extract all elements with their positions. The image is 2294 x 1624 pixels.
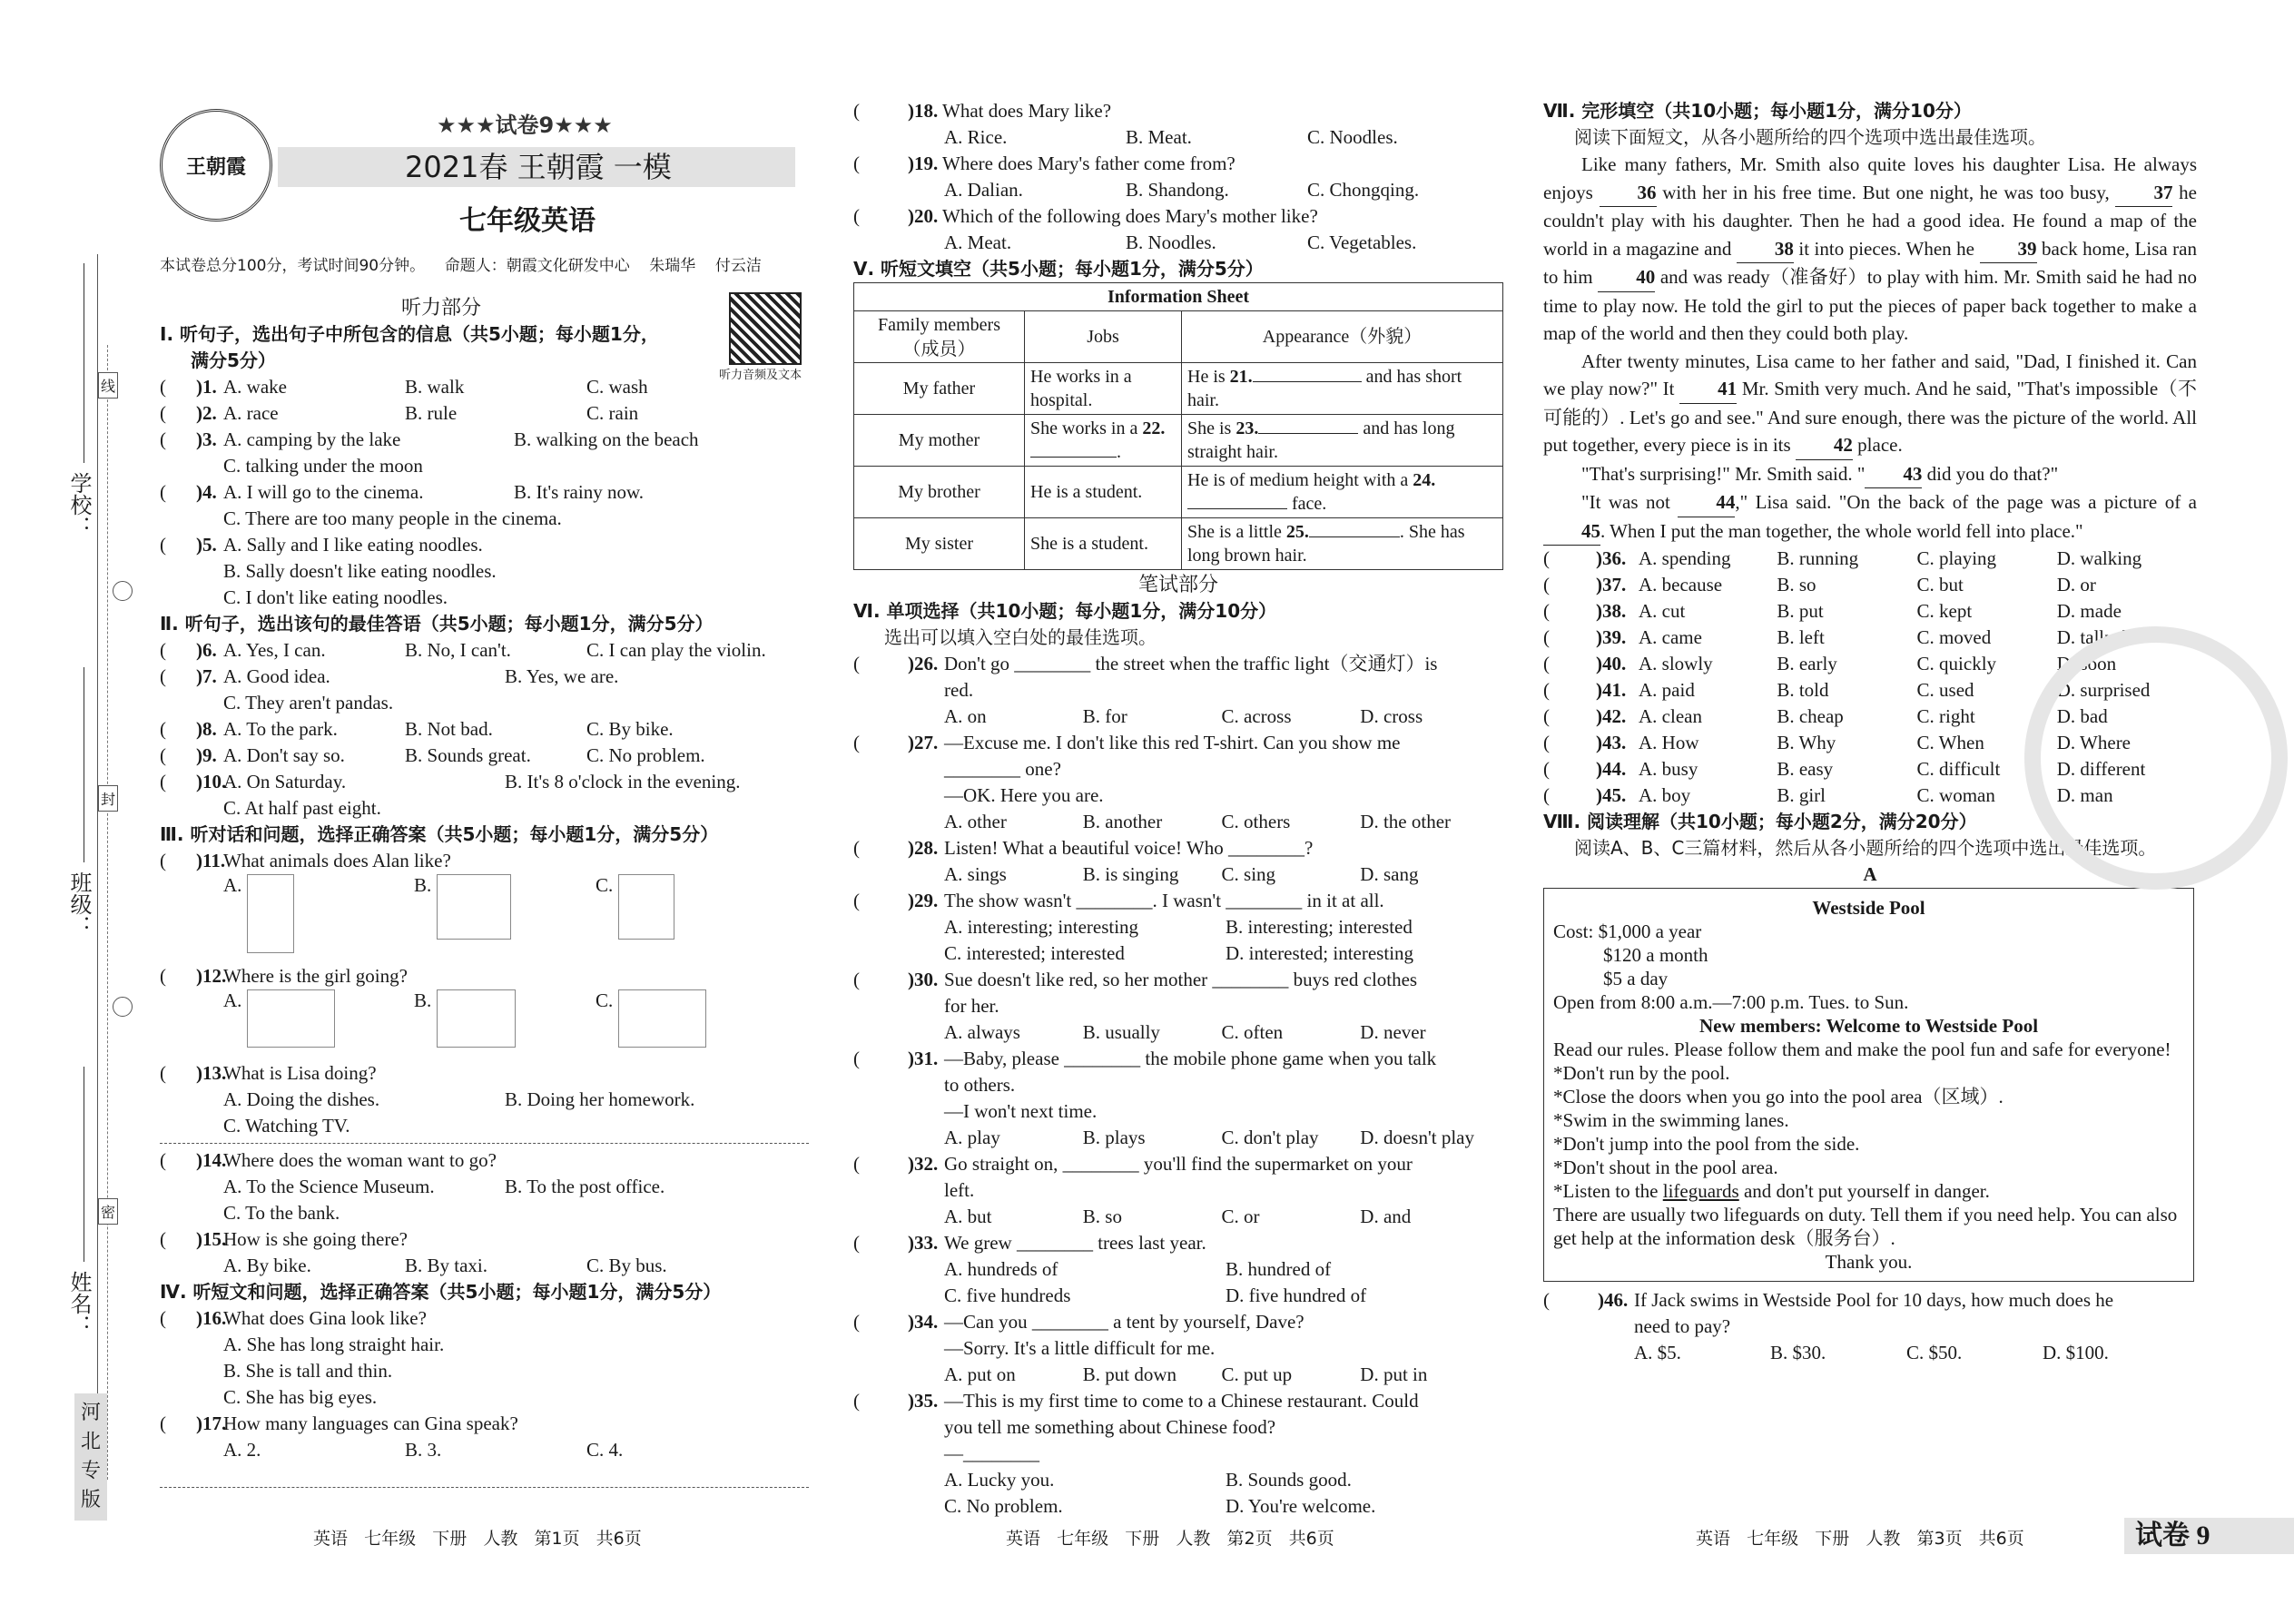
- cloze-blank[interactable]: 44: [1678, 488, 1735, 517]
- q4[interactable]: ( )4. A. I will go to the cinema. B. It's rainy now.: [160, 481, 644, 503]
- exam-badge: ★★★试卷9★★★: [437, 113, 613, 138]
- q14[interactable]: ( )14. Where does the woman want to go?: [160, 1149, 497, 1171]
- q40[interactable]: ( )40. A. slowly B. early C. quickly D. soon: [1543, 653, 2117, 674]
- q10[interactable]: ( )10. A. On Saturday. B. It's 8 o'clock in the evening.: [160, 771, 741, 792]
- cloze-passage: Like many fathers, Mr. Smith also quite loves his daughter Lisa. He always enjoys 36 with her in his free time. But one night, he was too busy, 37 he couldn't play with his daughter. Then he had a good idea. He found a map of the world in a magazine and 38 it into pieces. When he 39 back home, Lisa ran to him 40 and was ready（准备好）to play with him. Mr. Smith said he had no time to play now. He told the girl to put the pieces of paper back together to make a map of the world and then they could both play. After twenty minutes, Lisa came to her father and said, "Dad, I finished it. Can we play now?" It 41 Mr. Smith very much. And he said, "That's impossible（不可能的）. Let's go and see." And sure enough, there was the picture of the world. All put together, every piece is in its 42 place. "That's surprising!" Mr. Smith said. " 43 did you do that?" "It was not 44," Lisa said. "On the back of the page was a picture of a 45. When I put the man together, the whole world fell into place.": [1543, 151, 2197, 546]
- table-row: My mother She works in a 22.. She is 23. and has long straight hair.: [854, 415, 1503, 467]
- q45[interactable]: ( )45. A. boy B. girl C. woman D. man: [1543, 784, 2113, 806]
- q9[interactable]: ( )9. A. Don't say so. B. Sounds great. C. No problem.: [160, 744, 705, 766]
- section-7-intro: 阅读下面短文，从各小题所给的四个选项中选出最佳选项。: [1574, 126, 2046, 148]
- giraffe-icon[interactable]: [247, 874, 294, 953]
- q34[interactable]: ( )34. —Can you ________ a tent by yourself, Dave?: [853, 1311, 1305, 1333]
- column-2: ( )18. What does Mary like? A. Rice. B. Meat. C. Noodles. ( )19. Where does Mary's father come from? A. Dalian. B. Shandong. C. Chongqing. ( )20. Which of the following does Mary's mother like? A. Meat. B. Noodles. C. Vegetables. Ⅴ. 听短文填空（共5小题；每小题1分，满分5分） Information Sheet Family members （成员） Jobs Appearance（外貌） My father He works in a hospital. He is 21. and has short hair. My mother She works in a 22.. She is 23. and has long straight hair. My brother He is a student. He is of medium height with a 24. face. My sister She is a student. She is a little 25. . She has long brown hair. 笔试部分 Ⅵ. 单项选择（共10小题；每小题1分，满分10分） 选出可以填入空白处的最佳选项。 ( )26. Don't go ________ the street when the traffic light（交通灯）is red. A. on B. for C. across D. cross ( )27. —Excuse me. I don't like this red T-shirt. Can you show me ________ one? —OK. Here you are. A. other B. another C. others D. the other ( )28. Listen! What a beautiful voice! Who ________? A. sings B. is singing C. sing D. sang ( )29. The show wasn't ________. I wasn't ________ in it at all. A. interesting; interesting B. interesting; interested C. interested; interested D. interested; interesting ( )30. Sue doesn't like red, so her mother ________ buys red clothes for her. A. always B. usually C. often D. never ( )31. —Baby, please ________ the mobile phone game when you talk to others. —I won't next time. A. play B. plays C. don't play D. doesn't play ( )32. Go straight on, ________ you'll find the supermarket on your left. A. but B. so C. or D. and ( )33. We grew ________ trees last year. A. hundreds of B. hundred of C. five hundreds D. five hundred of ( )34. —Can you ________ a tent by yourself, Dave? —Sorry. It's a little difficult for me. A. put on B. put down C. put up D. put in ( )35. —This is my first time to come to a Chinese restaurant. Could you tell me something about Chinese food? —________ A. Lucky you. B. Sounds good. C. No problem. D. You're welcome.: [853, 98, 1503, 1520]
- column-3: Ⅶ. 完形填空（共10小题；每小题1分，满分10分） 阅读下面短文，从各小题所给的四个选项中选出最佳选项。 Like many fathers, Mr. Smith also quite loves his daughter Lisa. He always enjoys 36 with her in his free time. But one night, he was too busy, 37 he couldn't play with his daughter. Then he had a good idea. He found a map of the world in a magazine and 38 it into pieces. When he 39 back home, Lisa ran to him 40 and was ready（准备好）to play with him. Mr. Smith said he had no time to play now. He told the girl to put the pieces of paper back together to make a map of the world and then they could both play. After twenty minutes, Lisa came to her father and said, "Dad, I finished it. Can we play now?" It 41 Mr. Smith very much. And he said, "That's impossible（不可能的）. Let's go and see." And sure enough, there was the picture of the world. All put together, every piece is in its 42 place. "That's surprising!" Mr. Smith said. " 43 did you do that?" "It was not 44," Lisa said. "On the back of the page was a picture of a 45. When I put the man together, the whole world fell into place." ( )36. A. spending B. running C. playing D. walking ( )37. A. because B. so C. but D. or ( )38. A. cut B. put C. kept D. made ( )39. A. came B. left C. moved D. talked ( )40. A. slowly B. early C. quickly D. soon ( )41. A. paid B. told C. used D. surprised ( )42. A. clean B. cheap C. right D. bad ( )43. A. How B. Why C. When D. Where ( )44. A. busy B. easy C. difficult D. different ( )45. A. boy B. girl C. woman D. man Ⅷ. 阅读理解（共10小题；每小题2分，满分20分） 阅读A、B、C三篇材料，然后从各小题所给的四个选项中选出最佳选项。 A Westside Pool Cost: $1,000 a year $120 a month $5 a day Open from 8:00 a.m.—7:00 p.m. Tues. to Sun. New members: Welcome to Westside Pool Read our rules. Please follow them and make the pool fun and safe for everyone! *Don't run by the pool. *Close the doors when you go into the pool area（区域）. *Swim in the swimming lanes. *Don't jump into the pool from the side. *Don't shout in the pool area. *Listen to the lifeguards and don't put yourself in danger. There are usually two lifeguards on duty. Tell them if you need help. You can also get help at the information desk（服务台）. Thank you. ( )46. If Jack swims in Westside Pool for 10 days, how much does he need to pay? A. $5. B. $30. C. $50. D. $100.: [1543, 100, 2197, 1363]
- exam-info: 本试卷总分100分，考试时间90分钟。 命题人：朝霞文化研发中心 朱瑞华 付云洁: [160, 257, 762, 275]
- seal-mark: 封: [98, 785, 118, 812]
- q5[interactable]: ( )5. A. Sally and I like eating noodles.: [160, 534, 483, 556]
- cloze-blank[interactable]: 43: [1865, 460, 1922, 489]
- section-1-title-2: 满分5分）: [191, 349, 276, 371]
- lion-icon[interactable]: [437, 874, 511, 940]
- subject-title: 七年级英语: [459, 205, 596, 237]
- q20[interactable]: ( )20. Which of the following does Mary's mother like?: [853, 205, 1318, 227]
- section-7-title: Ⅶ. 完形填空（共10小题；每小题1分，满分10分）: [1543, 100, 1972, 122]
- class-label: 班级：: [66, 871, 92, 937]
- q27[interactable]: ( )27. —Excuse me. I don't like this red T-shirt. Can you show me: [853, 732, 1401, 753]
- panda-icon[interactable]: [618, 874, 674, 940]
- flower-icon: [113, 581, 133, 601]
- exam-title: 2021春 王朝霞 一模: [405, 150, 672, 184]
- name-label: 姓名：: [66, 1271, 92, 1336]
- section-6-intro: 选出可以填入空白处的最佳选项。: [884, 626, 1157, 648]
- section-2-title: Ⅱ. 听句子，选出该句的最佳答语（共5小题；每小题1分，满分5分）: [160, 613, 714, 635]
- shop-building-icon[interactable]: [247, 989, 335, 1048]
- q2[interactable]: ( )2. A. race B. rule C. rain: [160, 402, 639, 424]
- flower-icon: [113, 997, 133, 1017]
- q3[interactable]: ( )3. A. camping by the lake B. walking on the beach: [160, 428, 699, 450]
- section-4-title: Ⅳ. 听短文和问题，选择正确答案（共5小题；每小题1分，满分5分）: [160, 1281, 722, 1303]
- secret-mark: 密: [98, 1198, 118, 1225]
- q12[interactable]: ( )12. Where is the girl going?: [160, 965, 408, 987]
- cloze-blank[interactable]: 42: [1796, 431, 1853, 460]
- section-5-title: Ⅴ. 听短文填空（共5小题；每小题1分，满分5分）: [853, 258, 1264, 280]
- table-row: My sister She is a student. She is a little 25. . She has long brown hair.: [854, 518, 1503, 570]
- blank-24[interactable]: [1187, 508, 1287, 509]
- q43[interactable]: ( )43. A. How B. Why C. When D. Where: [1543, 732, 2132, 753]
- cloze-blank[interactable]: 37: [2115, 179, 2172, 208]
- section-6-title: Ⅵ. 单项选择（共10小题；每小题1分，满分10分）: [853, 600, 1277, 622]
- section-3-title: Ⅲ. 听对话和问题，选择正确答案（共5小题；每小题1分，满分5分）: [160, 823, 719, 845]
- q7[interactable]: ( )7. A. Good idea. B. Yes, we are.: [160, 665, 619, 687]
- table-caption: Information Sheet: [854, 283, 1503, 311]
- passage-a-label: A: [1863, 863, 1877, 885]
- q28[interactable]: ( )28. Listen! What a beautiful voice! Who ________?: [853, 837, 1314, 859]
- written-title: 笔试部分: [1137, 574, 1218, 596]
- footer-exam-tag: 试卷 9: [2135, 1521, 2210, 1550]
- q6[interactable]: ( )6. A. Yes, I can. B. No, I can't. C. I can play the violin.: [160, 639, 766, 661]
- q18[interactable]: ( )18. What does Mary like?: [853, 100, 1112, 122]
- cloze-blank[interactable]: 36: [1600, 179, 1657, 208]
- blank-23[interactable]: [1258, 433, 1358, 434]
- logo-text: 王朝霞: [185, 155, 246, 179]
- binding-margin: [0, 0, 136, 1624]
- single-choice-list: ( )26. Don't go ________ the street when the traffic light（交通灯）is red. A. on B. for C. across D. cross ( )27. —Excuse me. I don't like this red T-shirt. Can you show me ________ one? —OK. Here you are. A. other B. another C. others D. the other ( )28. Listen! What a beautiful voice! Who ________? A. sings B. is singing C. sing D. sang ( )29. The show wasn't ________. I wasn't ________ in it at all. A. interesting; interesting B. interesting; interested C. interested; interested D. interested; interesting ( )30. Sue doesn't like red, so her mother ________ buys red clothes for her. A. always B. usually C. often D. never ( )31. —Baby, please ________ the mobile phone game when you talk to others. —I won't next time. A. play B. plays C. don't play D. doesn't play ( )32. Go straight on, ________ you'll find the supermarket on your left. A. but B. so C. or D. and ( )33. We grew ________ trees last year. A. hundreds of B. hundred of C. five hundreds D. five hundred of ( )34. —Can you ________ a tent by yourself, Dave? —Sorry. It's a little difficult for me. A. put on B. put down C. put up D. put in ( )35. —This is my first time to come to a Chinese restaurant. Could you tell me something about Chinese food? —________ A. Lucky you. B. Sounds good. C. No problem. D. You're welcome.: [853, 651, 1503, 1520]
- q13[interactable]: ( )13. What is Lisa doing?: [160, 1062, 377, 1084]
- q46[interactable]: ( )46. If Jack swims in Westside Pool for 10 days, how much does he: [1543, 1289, 2114, 1311]
- qr-caption: 听力音频及文本: [719, 369, 802, 382]
- q33[interactable]: ( )33. We grew ________ trees last year.: [853, 1232, 1206, 1254]
- footer-page-2: 英语 七年级 下册 人教 第2页 共6页: [1006, 1529, 1334, 1549]
- footer-page-3: 英语 七年级 下册 人教 第3页 共6页: [1696, 1529, 2024, 1549]
- information-sheet: Information Sheet Family members （成员） Jobs Appearance（外貌） My father He works in a hospital. He is 21. and has short hair. My mother She works in a 22.. She is 23. and has long straight hair. My brother He is a student. He is of medium height with a 24. face. My sister She is a student. She is a little 25. . She has long brown hair.: [853, 282, 1503, 570]
- q31[interactable]: ( )31. —Baby, please ________ the mobile phone game when you talk: [853, 1048, 1437, 1069]
- footer-page-1: 英语 七年级 下册 人教 第1页 共6页: [313, 1529, 642, 1549]
- q16[interactable]: ( )16. What does Gina look like?: [160, 1307, 427, 1329]
- cloze-blank[interactable]: 45: [1543, 517, 1600, 546]
- cloze-blank[interactable]: 38: [1737, 235, 1794, 264]
- table-row: My brother He is a student. He is of medium height with a 24. face.: [854, 467, 1503, 518]
- q8[interactable]: ( )8. A. To the park. B. Not bad. C. By bike.: [160, 718, 674, 740]
- q29[interactable]: ( )29. The show wasn't ________. I wasn't ________ in it at all.: [853, 890, 1384, 911]
- table-row: My father He works in a hospital. He is 21. and has short hair.: [854, 363, 1503, 415]
- apartment-building-icon[interactable]: [437, 989, 516, 1048]
- pool-notice: Westside Pool Cost: $1,000 a year $120 a month $5 a day Open from 8:00 a.m.—7:00 p.m. Tues. to Sun. New members: Welcome to Westside Pool Read our rules. Please follow them and make the pool fun and safe for everyone! *Don't run by the pool. *Close the doors when you go into the pool area（区域）. *Swim in the swimming lanes. *Don't jump into the pool from the side. *Don't shout in the pool area. *Listen to the lifeguards and don't put yourself in danger. There are usually two lifeguards on duty. Tell them if you need help. You can also get help at the information desk（服务台）. Thank you.: [1543, 888, 2194, 1282]
- q1[interactable]: ( )1. A. wake B. walk C. wash: [160, 376, 648, 398]
- cloze-blank[interactable]: 41: [1679, 375, 1737, 404]
- q36[interactable]: ( )36. A. spending B. running C. playing D. walking: [1543, 547, 2142, 569]
- section-1-title: Ⅰ. 听句子，选出句子中所包含的信息（共5小题；每小题1分，: [160, 323, 659, 345]
- q37[interactable]: ( )37. A. because B. so C. but D. or: [1543, 574, 2096, 595]
- school-label: 学校：: [66, 472, 92, 537]
- logo: [160, 109, 272, 221]
- divider: [160, 1143, 809, 1144]
- q15[interactable]: ( )15. How is she going there?: [160, 1228, 408, 1250]
- section-8-title: Ⅷ. 阅读理解（共10小题；每小题2分，满分20分）: [1543, 811, 1977, 832]
- blank-25[interactable]: [1309, 536, 1400, 537]
- q17[interactable]: ( )17. How many languages can Gina speak?: [160, 1412, 518, 1434]
- column-1: 听力部分 Ⅰ. 听句子，选出句子中所包含的信息（共5小题；每小题1分， 满分5分） ( )1. A. wake B. walk C. wash ( )2. A. race B. rule C. rain ( )3. A. camping by the lake B. walking on the beach C. talking under the moon ( )4. A. I will go to the cinema. B. It's rainy now. C. There are too many people in the cinema. ( )5. A. Sally and I like eating noodles. B. Sally doesn't like eating noodles. C. I don't like eating noodles. Ⅱ. 听句子，选出该句的最佳答语（共5小题；每小题1分，满分5分） ( )6. A. Yes, I can. B. No, I can't. C. I can play the violin. ( )7. A. Good idea. B. Yes, we are. C. They aren't pandas. ( )8. A. To the park. B. Not bad. C. By bike. ( )9. A. Don't say so. B. Sounds great. C. No problem. ( )10. A. On Saturday. B. It's 8 o'clock in the evening. C. At half past eight. Ⅲ. 听对话和问题，选择正确答案（共5小题；每小题1分，满分5分） ( )11. What animals does Alan like? A. B. C. ( )12. Where is the girl going? A. B. C. ( )13. What is Lisa doing? A. Doing the dishes. B. Doing her homework. C. Watching TV. ( )14. Where does the woman want to go? A. To the Science Museum. B. To the post office. C. To the bank. ( )15. How is she going there? A. By bike. B. By taxi. C. By bus. Ⅳ. 听短文和问题，选择正确答案（共5小题；每小题1分，满分5分） ( )16. What does Gina look like? A. She has long straight hair. B. She is tall and thin. C. She has big eyes. ( )17. How many languages can Gina speak? A. 2. B. 3. C. 4.: [160, 295, 813, 1463]
- header: [160, 102, 813, 247]
- q26[interactable]: ( )26. Don't go ________ the street when the traffic light（交通灯）is: [853, 653, 1438, 674]
- line-mark: 线: [98, 372, 118, 399]
- cloze-blank[interactable]: 40: [1598, 263, 1655, 292]
- q11[interactable]: ( )11. What animals does Alan like?: [160, 850, 451, 871]
- q19[interactable]: ( )19. Where does Mary's father come from?: [853, 153, 1236, 174]
- blank-21[interactable]: [1253, 381, 1362, 382]
- q30[interactable]: ( )30. Sue doesn't like red, so her mother ________ buys red clothes: [853, 969, 1418, 990]
- hospital-building-icon[interactable]: [618, 989, 706, 1048]
- q42[interactable]: ( )42. A. clean B. cheap C. right D. bad: [1543, 705, 2108, 727]
- blank-22[interactable]: [1030, 457, 1117, 458]
- q44[interactable]: ( )44. A. busy B. easy C. difficult D. different: [1543, 758, 2146, 780]
- cloze-blank[interactable]: 39: [1980, 235, 2037, 264]
- q35[interactable]: ( )35. —This is my first time to come to a Chinese restaurant. Could: [853, 1390, 1419, 1412]
- seal-watermark: [2024, 626, 2288, 890]
- q38[interactable]: ( )38. A. cut B. put C. kept D. made: [1543, 600, 2122, 622]
- q32[interactable]: ( )32. Go straight on, ________ you'll find the supermarket on your: [853, 1153, 1413, 1175]
- q41[interactable]: ( )41. A. paid B. told C. used D. surprised: [1543, 679, 2151, 701]
- column-1-bottom-rule: [160, 1487, 809, 1488]
- section-8-intro: 阅读A、B、C三篇材料，然后从各小题所给的四个选项中选出最佳选项。: [1574, 837, 2157, 859]
- province-badge: 河 北 专 版: [74, 1393, 107, 1521]
- q39[interactable]: ( )39. A. came B. left C. moved D. talked: [1543, 626, 2127, 648]
- listening-title: 听力部分: [400, 297, 481, 320]
